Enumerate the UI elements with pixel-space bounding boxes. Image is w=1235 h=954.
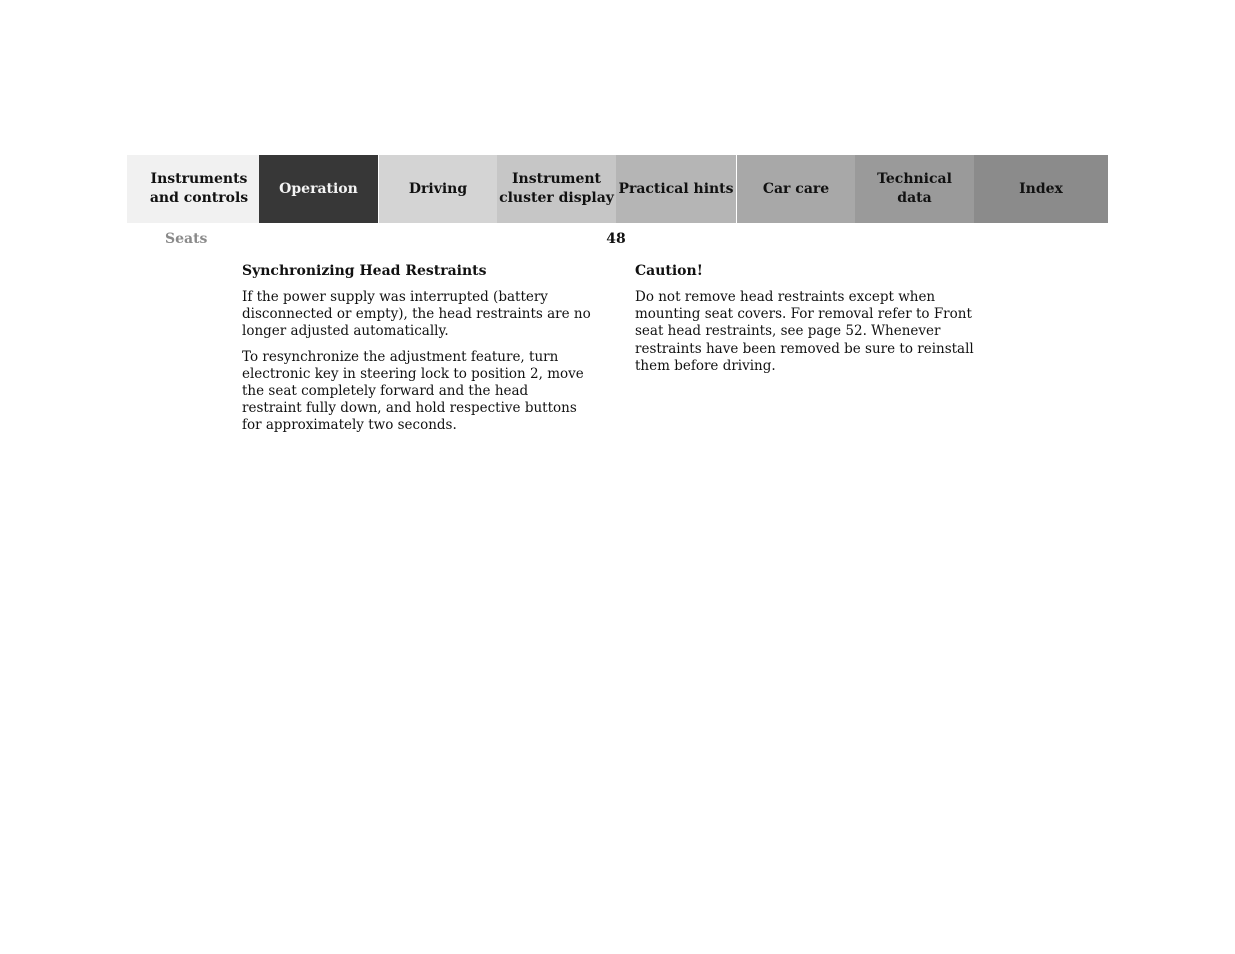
paragraph: If the power supply was interrupted (battery disconnected or empty), the head restraints are no longer adjusted automatically. bbox=[242, 289, 591, 340]
tab-label: Technical data bbox=[877, 171, 952, 206]
paragraph: To resynchronize the adjustment feature, turn electronic key in steering lock to position 2, move the seat completely forward and the head restraint fully down, and hold respective buttons for approximately two seconds. bbox=[242, 348, 584, 434]
caution-paragraph: Do not remove head restraints except when mounting seat covers. For removal refer to Front seat head restraints, see page 52. Whenever restraints have been removed be sure to reinstall them before driving. bbox=[635, 289, 974, 374]
tab-operation[interactable] bbox=[259, 155, 378, 223]
tab-technical-data[interactable] bbox=[855, 155, 974, 223]
tab-practical-hints[interactable] bbox=[616, 155, 736, 223]
tab-label: Driving bbox=[408, 180, 468, 197]
tab-label: Practical hints bbox=[618, 180, 734, 197]
tab-label: Instruments and controls bbox=[149, 171, 249, 206]
tab-index[interactable] bbox=[974, 155, 1108, 223]
tab-instruments-and-controls[interactable] bbox=[127, 155, 259, 223]
left-column bbox=[242, 262, 592, 443]
chapter-navigation bbox=[127, 155, 1108, 223]
tab-driving[interactable] bbox=[378, 155, 497, 223]
right-column bbox=[635, 262, 990, 383]
tab-label: Index bbox=[1019, 180, 1063, 197]
tab-label: Operation bbox=[279, 180, 358, 197]
caution-heading: Caution! bbox=[635, 263, 703, 279]
section-label: Seats bbox=[165, 231, 208, 247]
tab-label: Car care bbox=[762, 180, 830, 197]
tab-car-care[interactable] bbox=[736, 155, 855, 223]
page-number: 48 bbox=[606, 231, 626, 247]
section-heading: Synchronizing Head Restraints bbox=[242, 263, 487, 279]
tab-instrument-cluster-display[interactable] bbox=[497, 155, 616, 223]
tab-label: Instrument cluster display bbox=[499, 171, 614, 206]
